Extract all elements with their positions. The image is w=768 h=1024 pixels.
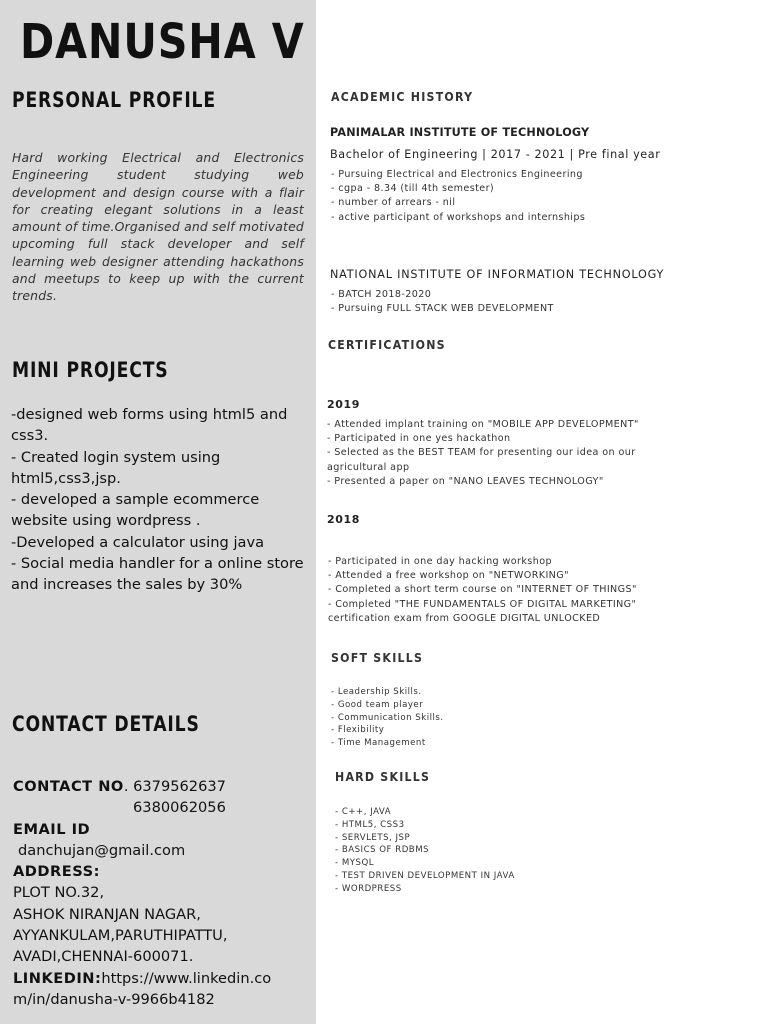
institution-1-list bbox=[331, 168, 585, 225]
list-item: - number of arrears - nil bbox=[331, 197, 456, 209]
institution-2-list bbox=[331, 288, 554, 316]
project-item: - Social media handler for a online store and increases the sales by 30% bbox=[11, 555, 304, 594]
list-item: - cgpa - 8.34 (till 4th semester) bbox=[331, 183, 495, 195]
list-item: - SERVLETS, JSP bbox=[335, 832, 411, 843]
institution-2-name: NATIONAL INSTITUTE OF INFORMATION TECHNOLOGY bbox=[330, 268, 665, 281]
project-item: -Developed a calculator using java bbox=[11, 533, 265, 551]
academic-history-heading: ACADEMIC HISTORY bbox=[331, 89, 474, 104]
soft-skills-list bbox=[331, 686, 444, 750]
linkedin-url-part-1: https://www.linkedin.co bbox=[101, 969, 272, 987]
list-item: - Completed "THE FUNDAMENTALS OF DIGITAL MARKETING" certification exam from GOOGLE DIGITAL UNLOCKED bbox=[328, 598, 637, 624]
soft-skills-heading: SOFT SKILLS bbox=[331, 650, 424, 665]
list-item: - Good team player bbox=[331, 699, 424, 710]
list-item: - MYSQL bbox=[335, 858, 375, 869]
certifications-heading: CERTIFICATIONS bbox=[328, 337, 446, 352]
email-label: EMAIL ID bbox=[13, 820, 91, 838]
personal-profile-heading: PERSONAL PROFILE bbox=[12, 88, 216, 112]
list-item: - Participated in one day hacking workshop bbox=[328, 556, 552, 567]
contact-number-separator: . bbox=[123, 778, 134, 795]
contact-number-label: CONTACT NO bbox=[13, 778, 124, 795]
address-line: ASHOK NIRANJAN NAGAR, bbox=[13, 905, 201, 923]
list-item: - Attended a free workshop on "NETWORKING" bbox=[328, 570, 569, 582]
personal-profile-text: Hard working Electrical and Electronics Engineering student studying web development and design course with a flair for creating elegant solutions in a least amount of time.Organised and self motivated upcoming full stack developer and self learning web designer attending hackathons and meetups to keep up with the current trends. bbox=[12, 150, 304, 304]
email-value: danchujan@gmail.com bbox=[18, 841, 186, 859]
mini-projects-list bbox=[11, 404, 311, 596]
address-line: AYYANKULAM,PARUTHIPATTU, bbox=[13, 927, 228, 945]
list-item: - Pursuing FULL STACK WEB DEVELOPMENT bbox=[331, 303, 554, 315]
list-item: - BATCH 2018-2020 bbox=[331, 289, 432, 300]
institution-1-name: PANIMALAR INSTITUTE OF TECHNOLOGY bbox=[330, 126, 590, 139]
resume-name: DANUSHA V bbox=[20, 14, 305, 70]
address-label: ADDRESS: bbox=[13, 863, 100, 881]
list-item: - Participated in one yes hackathon bbox=[327, 433, 511, 445]
year-2018: 2018 bbox=[327, 513, 361, 526]
project-item: - Created login system using html5,css3,jsp. bbox=[11, 448, 221, 487]
list-item: - WORDPRESS bbox=[335, 883, 402, 894]
list-item: - active participant of workshops and internships bbox=[331, 211, 586, 223]
project-item: -designed web forms using html5 and css3. bbox=[11, 406, 288, 445]
contact-block bbox=[13, 776, 313, 1010]
list-item: - Attended implant training on "MOBILE APP DEVELOPMENT" bbox=[327, 419, 639, 430]
list-item: - Presented a paper on "NANO LEAVES TECHNOLOGY" bbox=[327, 475, 604, 487]
contact-number-line bbox=[13, 776, 313, 797]
linkedin-line bbox=[13, 968, 313, 989]
list-item: - Leadership Skills. bbox=[331, 687, 422, 697]
hard-skills-heading: HARD SKILLS bbox=[335, 769, 431, 784]
list-item: - Time Management bbox=[331, 738, 426, 749]
list-item: - Completed a short term course on "INTERNET OF THINGS" bbox=[328, 584, 637, 596]
hard-skills-list bbox=[335, 806, 515, 896]
phone-number-1: 6379562637 bbox=[133, 778, 226, 795]
list-item: - Communication Skills. bbox=[331, 712, 444, 723]
linkedin-url-part-2: m/in/danusha-v-9966b4182 bbox=[13, 990, 215, 1008]
list-item: - Flexibility bbox=[331, 725, 385, 736]
contact-details-heading: CONTACT DETAILS bbox=[12, 712, 200, 736]
list-item: - Pursuing Electrical and Electronics Engineering bbox=[331, 169, 583, 180]
address-line: AVADI,CHENNAI-600071. bbox=[13, 948, 194, 966]
list-item: - BASICS OF RDBMS bbox=[335, 845, 430, 856]
degree-line: Bachelor of Engineering | 2017 - 2021 | Pre final year bbox=[330, 148, 661, 161]
list-item: - HTML5, CSS3 bbox=[335, 819, 405, 830]
project-item: - developed a sample ecommerce website using wordpress . bbox=[11, 491, 260, 530]
list-item: - TEST DRIVEN DEVELOPMENT IN JAVA bbox=[335, 870, 515, 881]
linkedin-label: LINKEDIN: bbox=[13, 969, 102, 987]
list-item: - C++, JAVA bbox=[335, 807, 392, 817]
certifications-2019-list bbox=[327, 418, 672, 489]
list-item: - Selected as the BEST TEAM for presenting our idea on our agricultural app bbox=[327, 447, 636, 473]
address-line: PLOT NO.32, bbox=[13, 884, 105, 902]
mini-projects-heading: MINI PROJECTS bbox=[12, 358, 169, 382]
certifications-2018-list bbox=[328, 555, 673, 626]
phone-number-2: 6380062056 bbox=[133, 799, 226, 817]
year-2019: 2019 bbox=[327, 398, 361, 411]
